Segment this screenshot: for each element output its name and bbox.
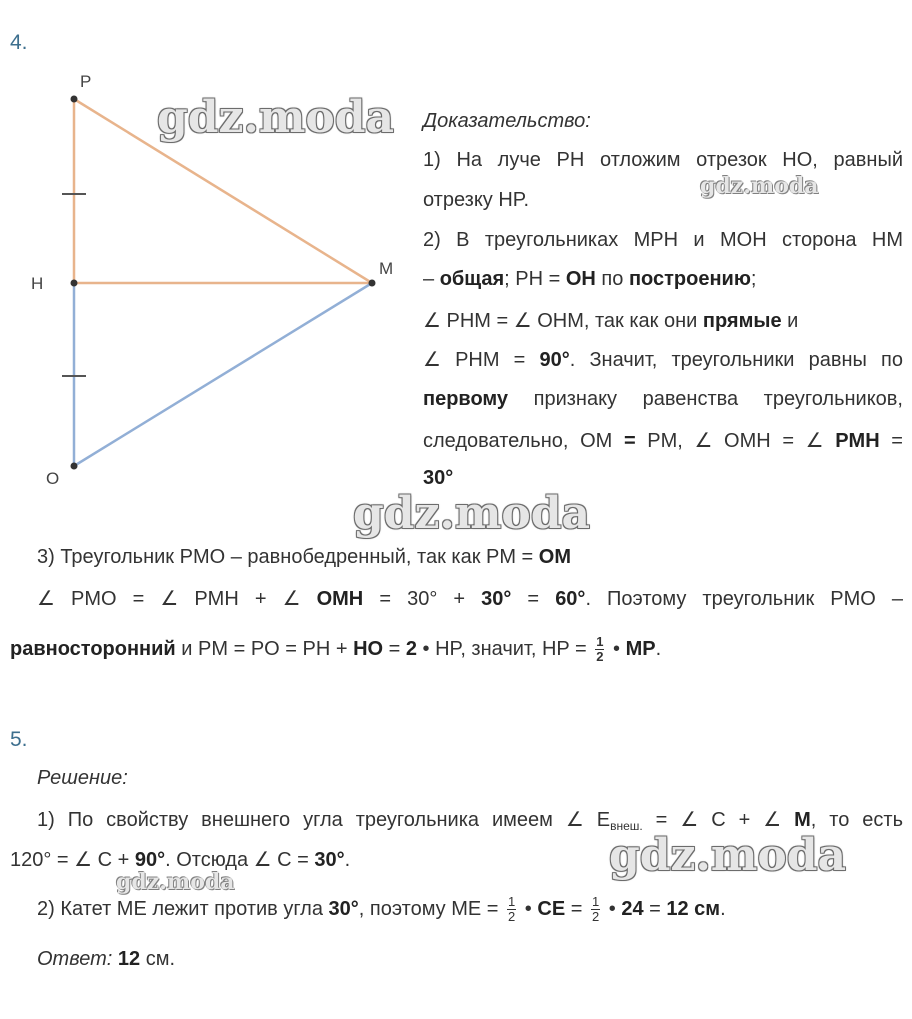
proof-step-10: равносторонний и PM = PO = PH + HO = 2 • HP, значит, HP = $\frac{1}{2}$ • MP. (10, 634, 662, 665)
point-p (71, 96, 78, 103)
point-o (71, 463, 78, 470)
point-h (71, 280, 78, 287)
watermark-4: gdz.moda (609, 830, 847, 881)
solution-heading: Решение: (37, 767, 128, 789)
solution-line-2: 120° = ∠ C + 90°. Отсюда ∠ C = 30°. (10, 849, 351, 871)
label-m: M (379, 259, 394, 278)
proof-step-1a: 1) На луче PH отложим отрезок HO, равный (423, 149, 903, 171)
proof-step-7: 30° (423, 467, 454, 489)
proof-heading: Доказательство: (423, 110, 591, 132)
label-p: P (80, 72, 92, 91)
solution-line-3: 2) Катет ME лежит против угла 30°, поэтому ME = $\frac{1}{2}$ • CE = $\frac{1}{2}$ • 24 = 12 см. (37, 894, 726, 925)
solution-line-1: 1) По свойству внешнего угла треугольника имеем ∠ $E_{внеш.}$ = ∠ C + ∠ M, то есть (37, 809, 903, 833)
proof-step-2a: 2) В треугольниках MPH и MOH сторона HM (423, 229, 903, 251)
proof-step-6: следовательно, OM = PM, ∠ OMH = ∠ PMH = (423, 430, 903, 452)
task-4-number: 4. (10, 31, 28, 54)
proof-step-1b: отрезку HP. (423, 189, 530, 211)
proof-step-5: первому признаку равенства треугольников, (423, 388, 903, 410)
proof-step-9: ∠ PMO = ∠ PMH + ∠ OMH = 30° + 30° = 60°. Поэтому треугольник PMO – (37, 588, 903, 610)
proof-step-8: 3) Треугольник PMO – равнобедренный, так как PM = OM (37, 546, 572, 568)
answer-line: Ответ: 12 см. (37, 948, 176, 970)
label-o: O (46, 469, 60, 488)
watermark-2: gdz.moda (700, 173, 819, 199)
watermark-1: gdz.moda (157, 92, 395, 143)
label-h: H (31, 274, 44, 293)
point-m (369, 280, 376, 287)
fraction-one-half-b: $\frac{1}{2}$ (591, 894, 600, 925)
proof-step-3: ∠ PHM = ∠ OHM, так как они прямые и (423, 310, 799, 332)
watermark-5: gdz.moda (116, 869, 235, 895)
triangle-figure (0, 0, 420, 500)
proof-step-4: ∠ PHM = 90°. Значит, треугольники равны по (423, 349, 903, 371)
fraction-one-half-a: $\frac{1}{2}$ (508, 894, 516, 925)
watermark-3: gdz.moda (353, 488, 591, 539)
task-5-number: 5. (10, 728, 28, 751)
fraction-one-half: $\frac{1}{2}$ (596, 634, 604, 665)
segment-om (74, 283, 372, 466)
proof-step-2b: – общая; PH = OH по построению; (423, 268, 757, 290)
